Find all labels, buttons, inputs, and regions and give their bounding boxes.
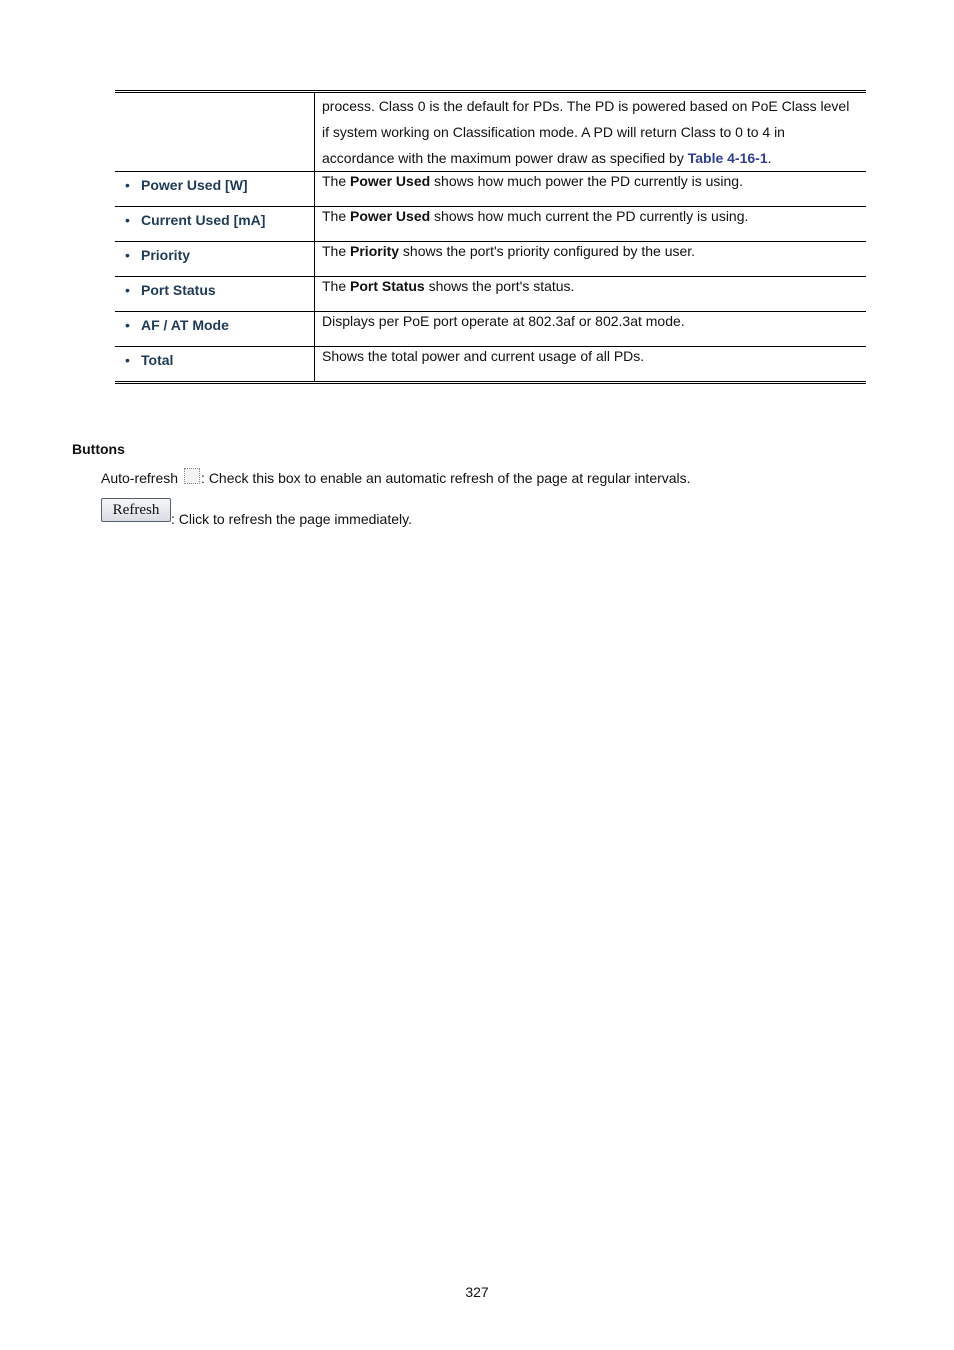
empty-term-cell — [115, 92, 315, 172]
term-cell — [115, 172, 315, 207]
bullet-icon: • — [125, 317, 130, 333]
term-label: Current Used [mA] — [141, 212, 266, 228]
desc-prefix: The — [322, 173, 351, 189]
bullet-icon: • — [125, 212, 130, 228]
term-cell — [115, 312, 315, 347]
bullet-icon: • — [125, 282, 130, 298]
description-cell — [315, 347, 867, 383]
refresh-button[interactable]: Refresh — [101, 498, 171, 522]
page-number: 327 — [465, 1284, 489, 1300]
table-row — [115, 207, 866, 242]
refresh-description: : Click to refresh the page immediately. — [171, 511, 412, 527]
desc-prefix: The — [322, 243, 351, 259]
desc-bold: Power Used — [350, 208, 431, 224]
autorefresh-line — [101, 468, 691, 486]
description-cell — [315, 242, 867, 277]
parameter-table — [115, 90, 866, 384]
table-row — [115, 172, 866, 207]
term-label: Total — [141, 352, 174, 368]
description-cell — [315, 277, 867, 312]
bullet-icon: • — [125, 247, 130, 263]
term-cell — [115, 242, 315, 277]
description-cell — [315, 172, 867, 207]
desc-bold: Priority — [350, 243, 400, 259]
continuation-text: process. Class 0 is the default for PDs. The PD is powered based on PoE Class level if system working on Classification mode. A PD will return Class to 0 to 4 in accordance with the maximum power draw as specified by — [322, 98, 850, 166]
desc-prefix: The — [322, 208, 351, 224]
term-label: Priority — [141, 247, 191, 263]
refresh-line — [101, 498, 412, 527]
desc-suffix: shows the port's priority configured by the user. — [399, 243, 696, 259]
autorefresh-label: Auto-refresh — [101, 470, 179, 486]
autorefresh-checkbox[interactable] — [184, 468, 200, 484]
term-label: Port Status — [141, 282, 216, 298]
table-row — [115, 347, 866, 383]
desc-suffix: Displays per PoE port operate at 802.3af or 802.3at mode. — [322, 313, 685, 329]
desc-suffix: Shows the total power and current usage of all PDs. — [322, 348, 645, 364]
desc-bold: Power Used — [350, 173, 431, 189]
continuation-description — [315, 92, 867, 172]
continuation-period: . — [767, 150, 772, 166]
autorefresh-description: : Check this box to enable an automatic refresh of the page at regular intervals. — [201, 470, 691, 486]
bullet-icon: • — [125, 352, 130, 368]
description-cell — [315, 207, 867, 242]
desc-suffix: shows how much power the PD currently is using. — [430, 173, 743, 189]
description-cell — [315, 312, 867, 347]
desc-bold: Port Status — [350, 278, 425, 294]
bullet-icon: • — [125, 177, 130, 193]
table-row — [115, 312, 866, 347]
buttons-section-title: Buttons — [72, 441, 125, 457]
term-label: AF / AT Mode — [141, 317, 229, 333]
term-cell — [115, 207, 315, 242]
desc-suffix: shows the port's status. — [424, 278, 575, 294]
term-cell — [115, 347, 315, 383]
table-row — [115, 242, 866, 277]
desc-suffix: shows how much current the PD currently is using. — [430, 208, 749, 224]
table-row — [115, 277, 866, 312]
term-label: Power Used [W] — [141, 177, 248, 193]
term-cell — [115, 277, 315, 312]
desc-prefix: The — [322, 278, 351, 294]
table-reference-link[interactable]: Table 4-16-1 — [687, 150, 768, 166]
